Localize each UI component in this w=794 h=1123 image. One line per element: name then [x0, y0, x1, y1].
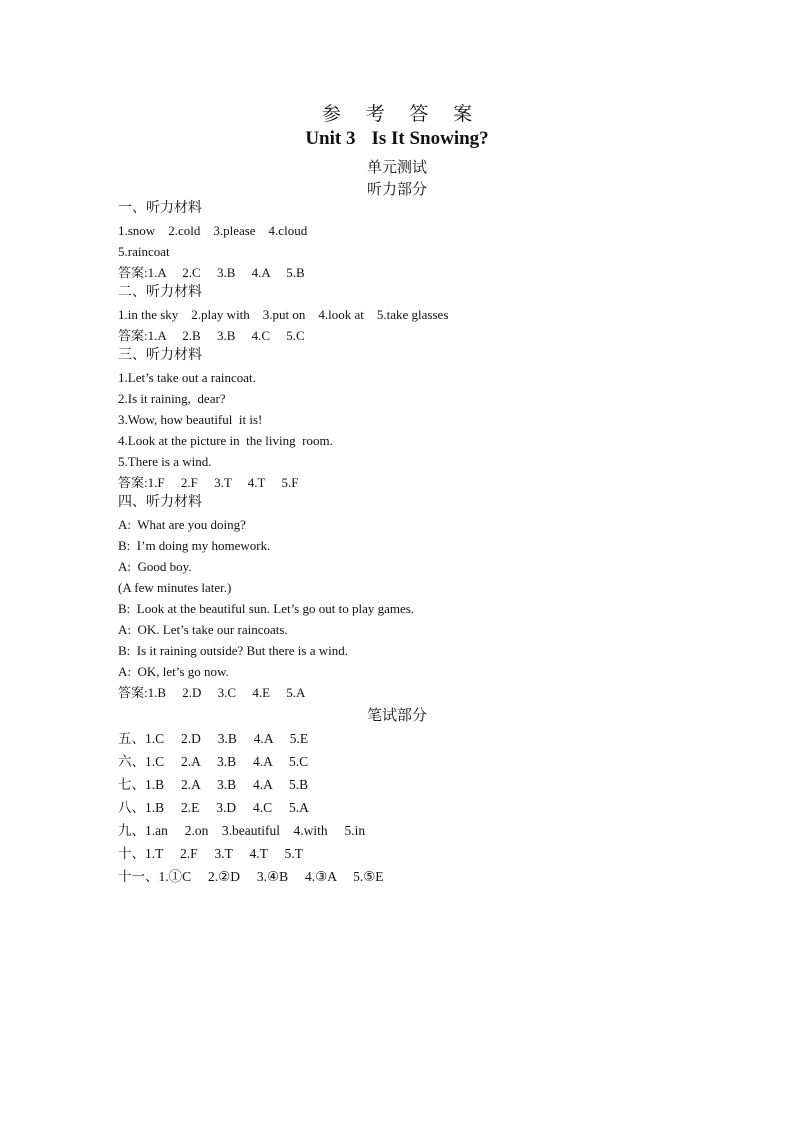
written-answer-line: 六、1.C 2.A 3.B 4.A 5.C [118, 754, 309, 769]
part3-line: 1.Let’s take out a raincoat. [118, 370, 256, 385]
part2-answer: 答案:1.A 2.B 3.B 4.C 5.C [118, 328, 305, 343]
part1-line: 5.raincoat [118, 244, 170, 259]
part1-line: 1.snow 2.cold 3.please 4.cloud [118, 223, 308, 238]
part4-line: A: What are you doing? [118, 517, 246, 532]
part3-line: 3.Wow, how beautiful it is! [118, 412, 263, 427]
page-title: 参 考 答 案 [321, 104, 483, 125]
part4-line: B: Is it raining outside? But there is a wind. [118, 643, 348, 658]
written-answer-line: 十、1.T 2.F 3.T 4.T 5.T [118, 846, 303, 861]
part3-heading: 三、听力材料 [118, 348, 202, 363]
written-answer-line: 十一、1.①C 2.②D 3.④B 4.③A 5.⑤E [118, 869, 384, 884]
part4-heading: 四、听力材料 [118, 495, 202, 510]
part1-heading: 一、听力材料 [118, 201, 202, 216]
part4-line: B: Look at the beautiful sun. Let’s go out to play games. [118, 601, 415, 616]
part4-line: A: Good boy. [118, 559, 192, 574]
part4-answer: 答案:1.B 2.D 3.C 4.E 5.A [118, 685, 306, 700]
written-answer-line: 九、1.an 2.on 3.beautiful 4.with 5.in [118, 823, 366, 838]
part4-line: B: I’m doing my homework. [118, 538, 271, 553]
part4-line: A: OK. Let’s take our raincoats. [118, 622, 288, 637]
section-listening-title: 听力部分 [366, 182, 427, 198]
part4-line: A: OK, let’s go now. [118, 664, 229, 679]
part3-line: 5.There is a wind. [118, 454, 212, 469]
unit-name: Is It Snowing? [371, 128, 489, 149]
part4-line: (A few minutes later.) [118, 580, 232, 595]
part3-line: 4.Look at the picture in the living room. [118, 433, 333, 448]
part2-heading: 二、听力材料 [118, 285, 202, 300]
part3-answer: 答案:1.F 2.F 3.T 4.T 5.F [118, 475, 299, 490]
subtitle: 单元测试 [366, 160, 427, 176]
written-answer-line: 七、1.B 2.A 3.B 4.A 5.B [118, 777, 309, 792]
unit-title [0, 128, 794, 150]
part3-line: 2.Is it raining, dear? [118, 391, 226, 406]
part1-answer: 答案:1.A 2.C 3.B 4.A 5.B [118, 265, 305, 280]
unit-label: Unit 3 [305, 128, 356, 149]
part2-line: 1.in the sky 2.play with 3.put on 4.look at 5.take glasses [118, 307, 449, 322]
written-answer-line: 五、1.C 2.D 3.B 4.A 5.E [118, 731, 309, 746]
written-answer-line: 八、1.B 2.E 3.D 4.C 5.A [118, 800, 309, 815]
section-written-title: 笔试部分 [366, 708, 427, 724]
